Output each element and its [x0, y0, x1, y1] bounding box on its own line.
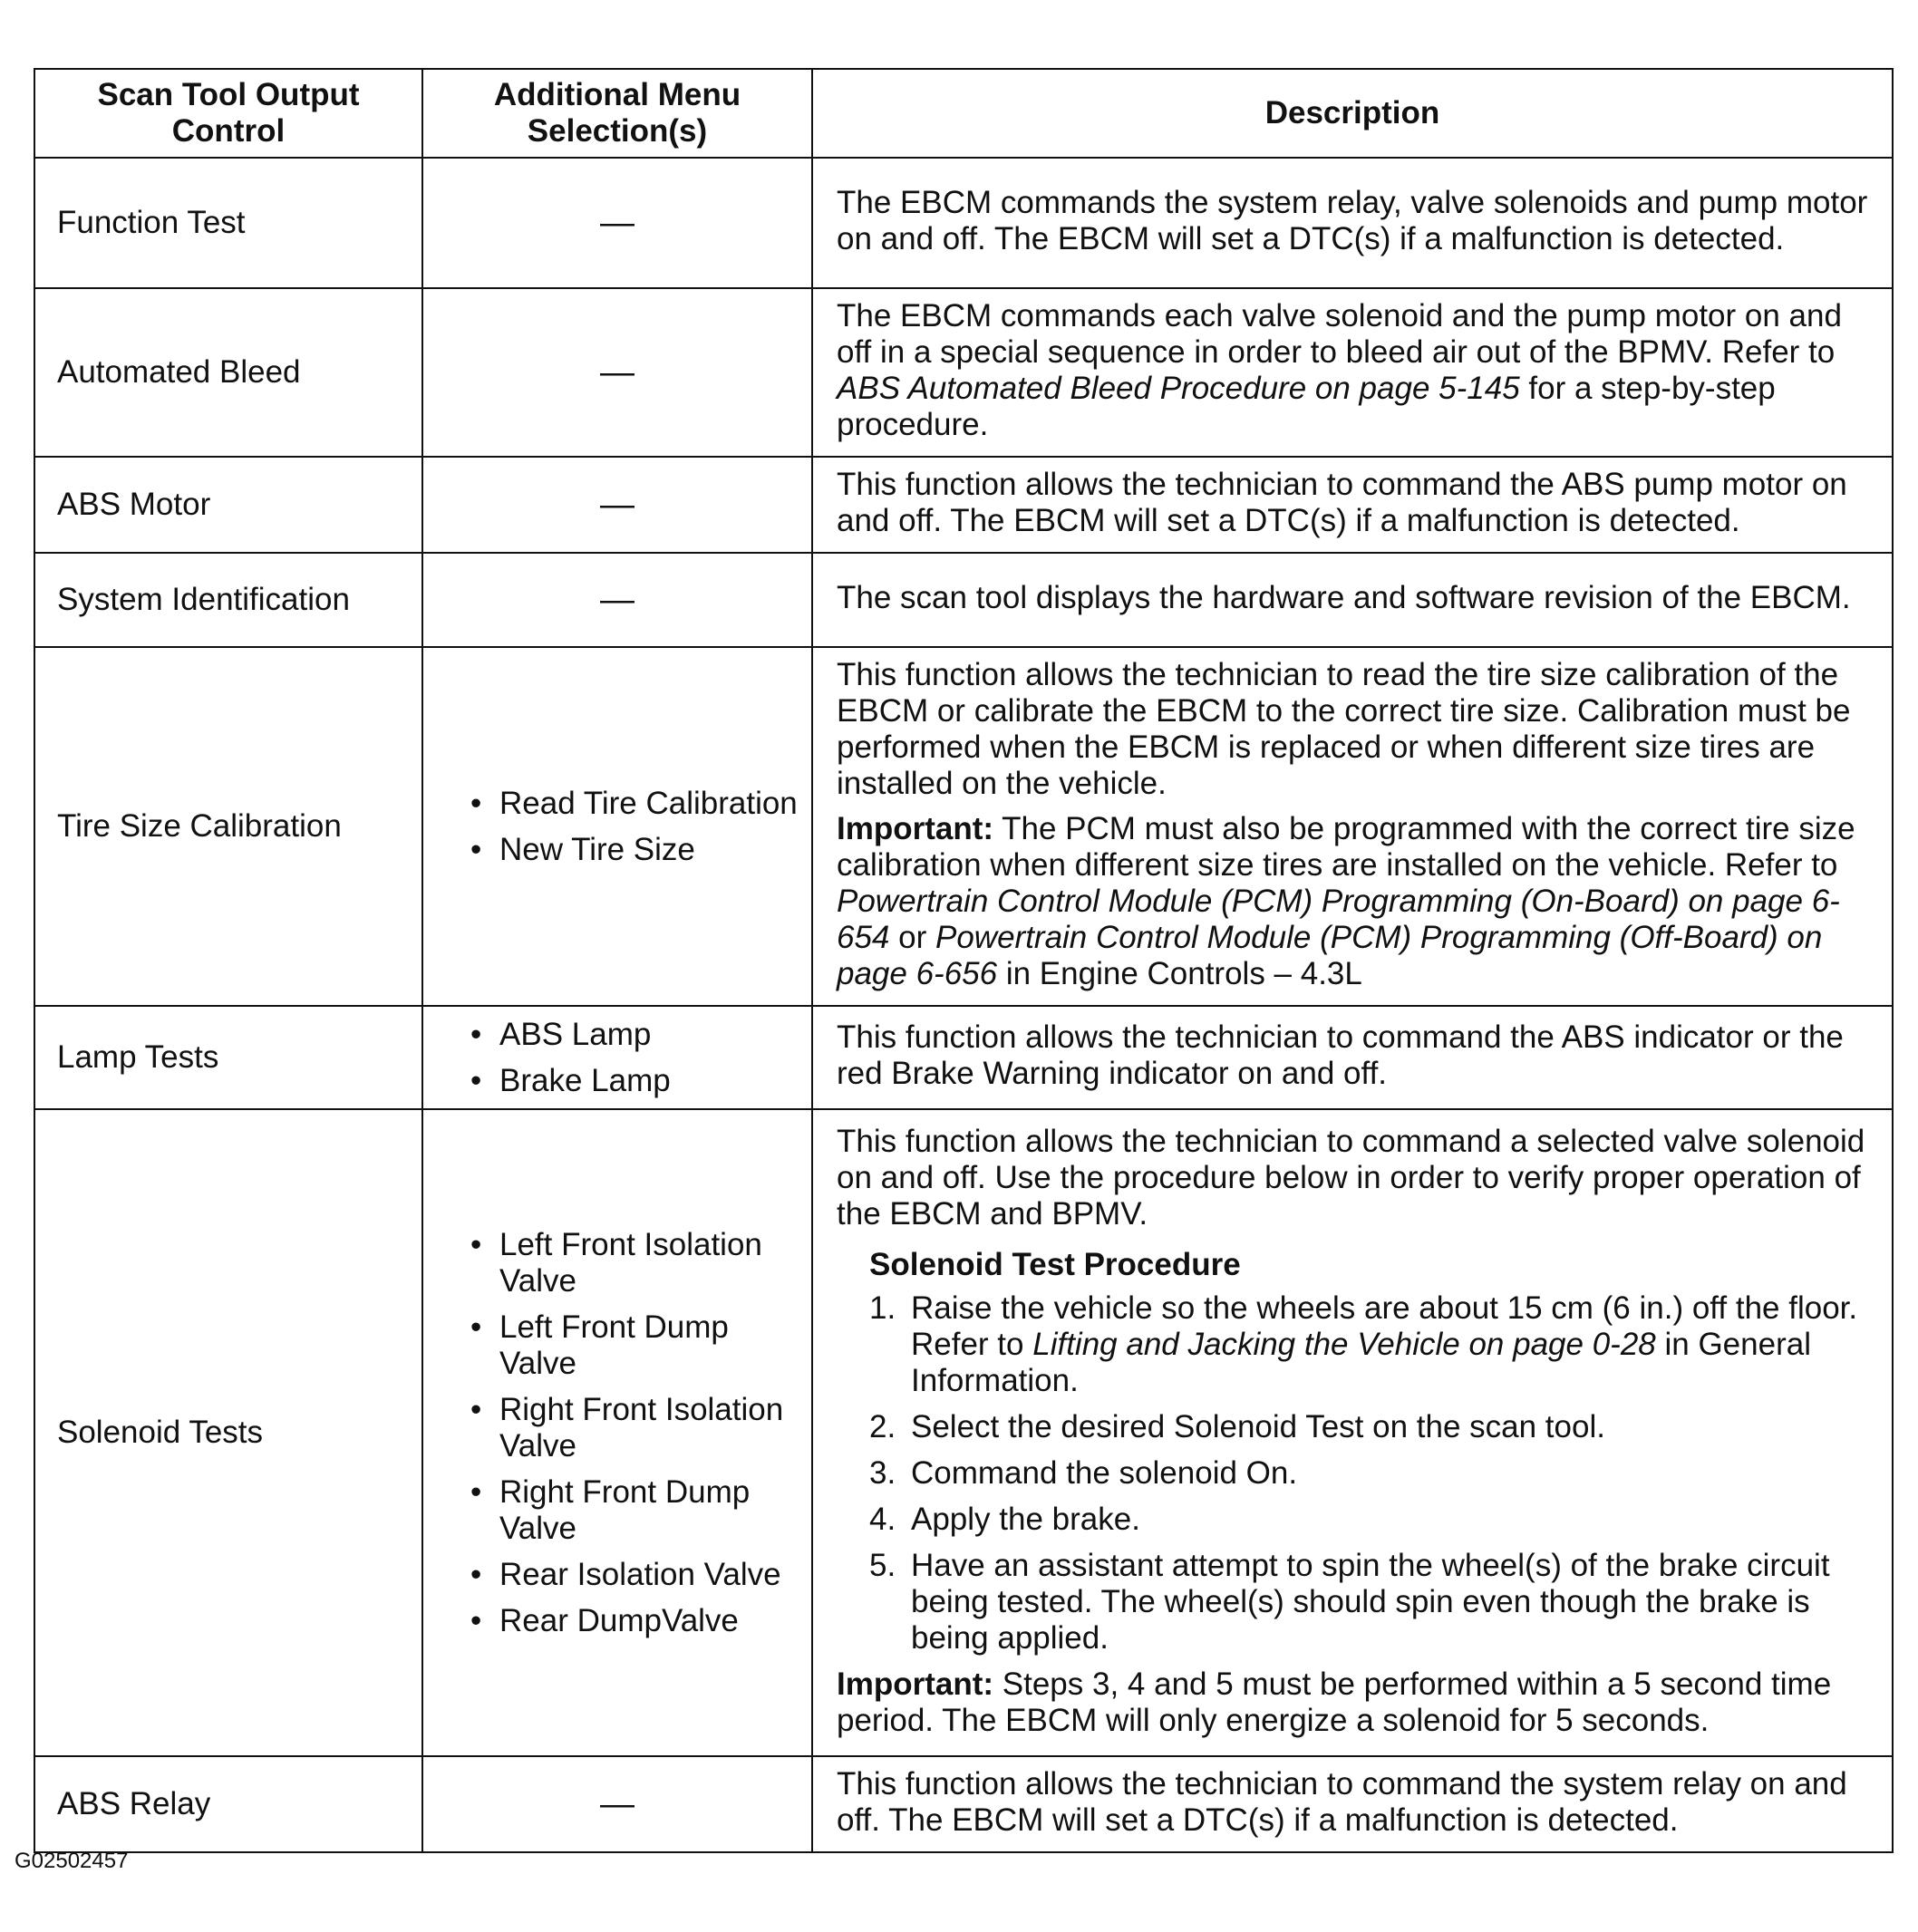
step-number: 5. — [869, 1547, 896, 1583]
empty-dash: — — [600, 353, 634, 391]
menu-selection-list — [469, 1227, 802, 1639]
procedure-step: 4. Apply the brake. — [869, 1501, 1140, 1537]
cross-reference: Lifting and Jacking the Vehicle on page 0-28 — [1032, 1326, 1656, 1362]
menu-selection-item: • Right Front Isolation Valve — [469, 1392, 802, 1464]
control-name: Automated Bleed — [34, 288, 422, 457]
header-scan-tool-output-control: Scan Tool Output Control — [34, 69, 422, 158]
control-name: Lamp Tests — [34, 1006, 422, 1109]
description-cell — [812, 647, 1893, 1006]
control-name: Solenoid Tests — [34, 1109, 422, 1756]
important-label: Important: — [837, 1666, 994, 1702]
menu-selection-item: • Rear Isolation Valve — [469, 1557, 802, 1593]
empty-dash: — — [600, 1784, 634, 1823]
menu-selection-item: • Read Tire Calibration — [469, 786, 802, 822]
header-row — [34, 69, 1893, 158]
empty-dash: — — [600, 485, 634, 524]
cross-reference: Powertrain Control Module (PCM) Programming (Off-Board) on page 6-656 — [837, 920, 1823, 991]
description-text: This function allows the technician to read the tire size calibration of the EBCM or calibrate the EBCM to the correct tire size. Calibration must be performed when the EBCM is replaced or when different size tires are installed on the vehicle. — [837, 657, 1851, 801]
header-description: Description — [812, 69, 1893, 158]
menu-selection-list — [469, 1017, 802, 1099]
control-name: Function Test — [34, 158, 422, 288]
important-note: Important: The PCM must also be programmed with the correct tire size calibration when different size tires are installed on the vehicle. Refer to Powertrain Control Module (PCM) Programming (On-Board) on page 6-654 or Powertrain Control Module (PCM) Programming (Off-Board) on page 6-656 in Engine Controls – 4.3L — [837, 811, 1855, 991]
table-row — [34, 647, 1893, 1006]
important-label: Important: — [837, 811, 994, 846]
procedure-step: 5. Have an assistant attempt to spin the wheel(s) of the brake circuit being tested. The wheel(s) should spin even though the brake is being applied. — [869, 1547, 1830, 1656]
cross-reference: ABS Automated Bleed Procedure on page 5-145 — [837, 371, 1520, 406]
table-row — [34, 1006, 1893, 1109]
menu-selection-item: • ABS Lamp — [469, 1017, 802, 1053]
menu-selection-list — [469, 786, 802, 868]
menu-selection-item: • Rear DumpValve — [469, 1603, 802, 1639]
procedure-title: Solenoid Test Procedure — [869, 1246, 1241, 1282]
menu-selection-item: • New Tire Size — [469, 832, 802, 868]
description-text: This function allows the technician to command the ABS indicator or the red Brake Warning indicator on and off. — [812, 1006, 1893, 1109]
table-row — [34, 553, 1893, 647]
description-text: The scan tool displays the hardware and software revision of the EBCM. — [812, 553, 1893, 647]
control-name: ABS Motor — [34, 457, 422, 553]
procedure-step: 1. Raise the vehicle so the wheels are about 15 cm (6 in.) off the floor. Refer to Lifting and Jacking the Vehicle on page 0-28 in General Information. — [869, 1290, 1858, 1398]
table-row — [34, 158, 1893, 288]
description-text: This function allows the technician to command the system relay on and off. The EBCM will set a DTC(s) if a malfunction is detected. — [812, 1756, 1893, 1852]
figure-id: G02502457 — [15, 1849, 129, 1873]
menu-selection-item: • Left Front Isolation Valve — [469, 1227, 802, 1299]
step-number: 4. — [869, 1501, 896, 1537]
table-row — [34, 457, 1893, 553]
output-control-table — [34, 68, 1894, 1853]
menu-selection-item: • Left Front Dump Valve — [469, 1309, 802, 1382]
table-row — [34, 1109, 1893, 1756]
empty-dash: — — [600, 580, 634, 619]
procedure-step: 3. Command the solenoid On. — [869, 1454, 1298, 1491]
description-text: The EBCM commands each valve solenoid and the pump motor on and off in a special sequence in order to bleed air out of the BPMV. Refer to ABS Automated Bleed Procedure on page 5-145 for a step-by-step procedure. — [812, 288, 1893, 457]
menu-selection-item: • Brake Lamp — [469, 1063, 802, 1099]
description-text: This function allows the technician to command a selected valve solenoid on and off. Use the procedure below in order to verify proper operation of the EBCM and BPMV. — [837, 1123, 1865, 1232]
empty-dash: — — [600, 203, 634, 242]
description-cell — [812, 1109, 1893, 1756]
control-name: ABS Relay — [34, 1756, 422, 1852]
description-text: The EBCM commands the system relay, valve solenoids and pump motor on and off. The EBCM will set a DTC(s) if a malfunction is detected. — [812, 158, 1893, 288]
procedure-step: 2. Select the desired Solenoid Test on the scan tool. — [869, 1408, 1605, 1444]
step-number: 2. — [869, 1408, 896, 1444]
important-note: Important: Steps 3, 4 and 5 must be performed within a 5 second time period. The EBCM will only energize a solenoid for 5 seconds. — [837, 1666, 1832, 1738]
table-row — [34, 1756, 1893, 1852]
menu-selection-item: • Right Front Dump Valve — [469, 1474, 802, 1547]
step-number: 3. — [869, 1454, 896, 1491]
control-name: System Identification — [34, 553, 422, 647]
control-name: Tire Size Calibration — [34, 647, 422, 1006]
description-text: This function allows the technician to command the ABS pump motor on and off. The EBCM will set a DTC(s) if a malfunction is detected. — [812, 457, 1893, 553]
procedure-steps — [869, 1290, 1884, 1657]
cross-reference: Powertrain Control Module (PCM) Programming (On-Board) on page 6-654 — [837, 884, 1840, 955]
header-additional-menu-selections: Additional Menu Selection(s) — [422, 69, 812, 158]
step-number: 1. — [869, 1290, 896, 1326]
table-row — [34, 288, 1893, 457]
